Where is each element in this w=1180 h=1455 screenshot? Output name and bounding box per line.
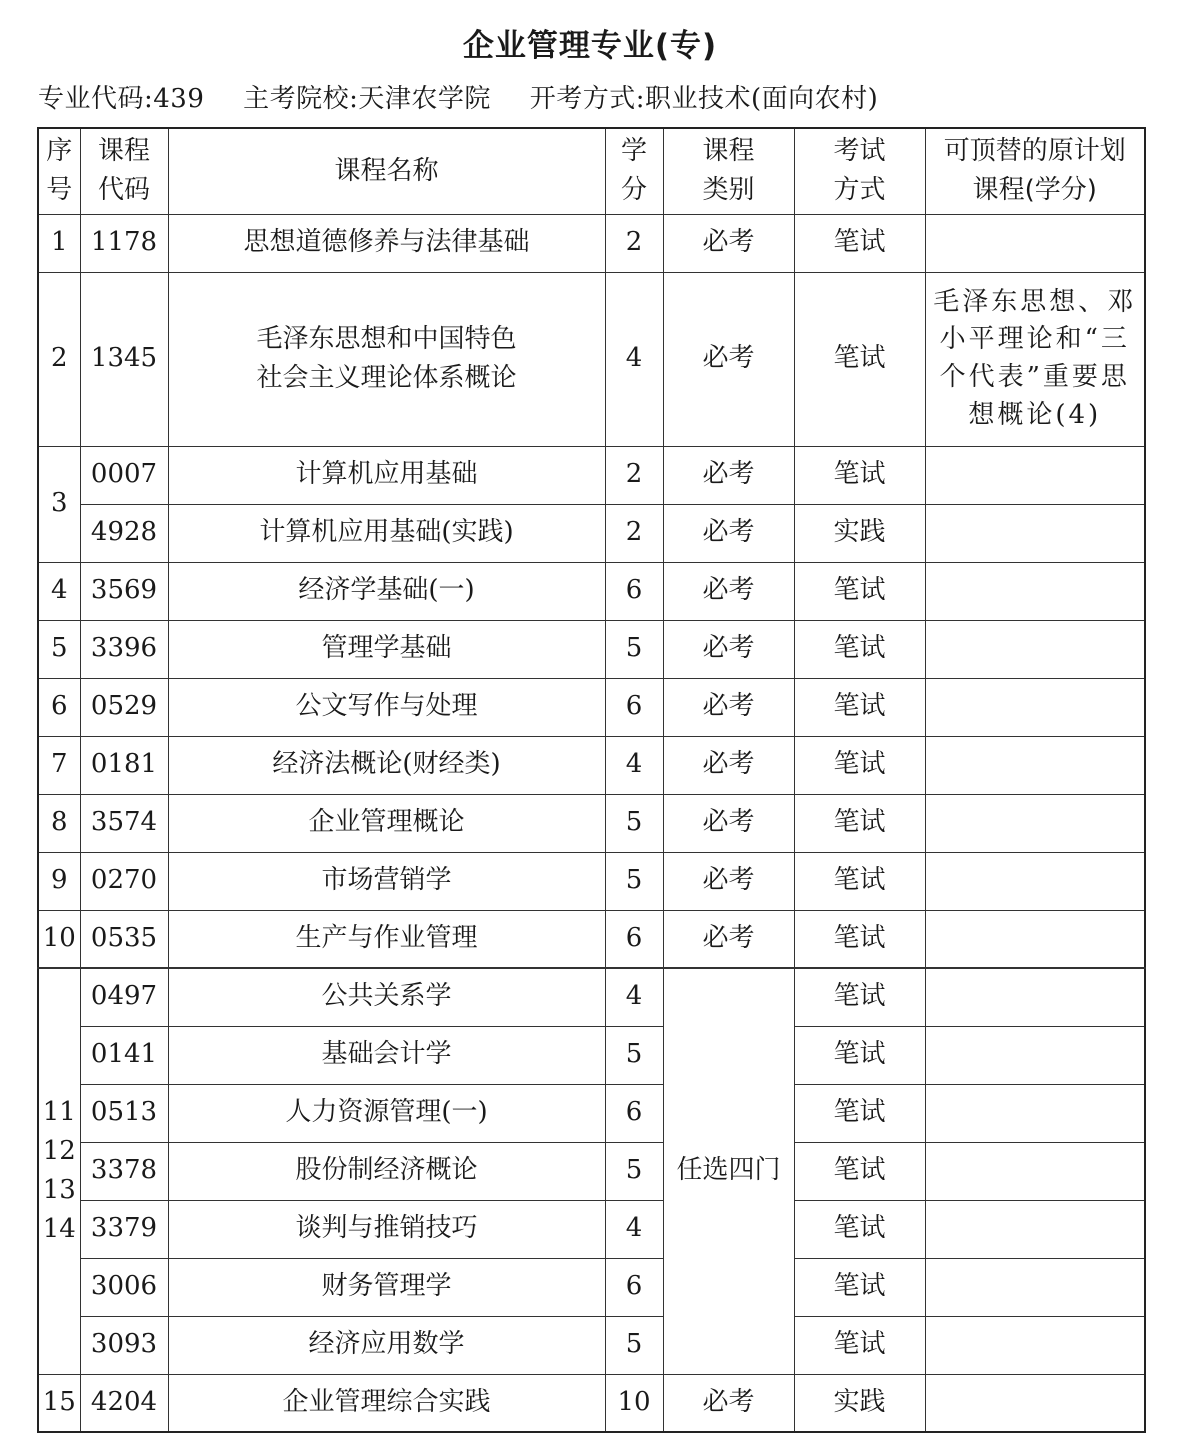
table-row: 1 1178 思想道德修养与法律基础 2 必考 笔试	[38, 214, 1145, 272]
major-code: 专业代码:439	[38, 84, 205, 114]
elective-seq-group: 11 12 13 14	[38, 968, 80, 1374]
table-row: 0141 基础会计学 5 笔试	[38, 1026, 1145, 1084]
exam-mode: 开考方式:职业技术(面向农村)	[529, 84, 879, 114]
table-row: 3379 谈判与推销技巧 4 笔试	[38, 1200, 1145, 1258]
table-row: 11 12 13 14 0497 公共关系学 4 任选四门 笔试	[38, 968, 1145, 1026]
table-row: 6 0529 公文写作与处理 6 必考 笔试	[38, 678, 1145, 736]
table-header-row	[38, 128, 1145, 214]
header-name: 课程名称	[168, 128, 605, 214]
host-school: 主考院校:天津农学院	[243, 84, 491, 114]
major-meta	[38, 78, 908, 115]
header-code: 课程 代码	[80, 128, 168, 214]
table-row: 7 0181 经济法概论(财经类) 4 必考 笔试	[38, 736, 1145, 794]
table-row: 0513 人力资源管理(一) 6 笔试	[38, 1084, 1145, 1142]
page-title: 企业管理专业(专)	[462, 28, 718, 64]
elective-type-label: 任选四门	[663, 968, 794, 1374]
table-row: 3378 股份制经济概论 5 笔试	[38, 1142, 1145, 1200]
table-row: 9 0270 市场营销学 5 必考 笔试	[38, 852, 1145, 910]
header-method: 考试 方式	[794, 128, 925, 214]
table-row: 15 4204 企业管理综合实践 10 必考 实践	[38, 1374, 1145, 1432]
table-row: 5 3396 管理学基础 5 必考 笔试	[38, 620, 1145, 678]
course-name-multiline: 毛泽东思想和中国特色 社会主义理论体系概论	[168, 272, 605, 446]
replacement-course: 毛泽东思想、邓小平理论和“三个代表”重要思想概论(4)	[925, 272, 1145, 446]
table-row: 3006 财务管理学 6 笔试	[38, 1258, 1145, 1316]
header-seq: 序 号	[38, 128, 80, 214]
table-row: 4 3569 经济学基础(一) 6 必考 笔试	[38, 562, 1145, 620]
table-row: 8 3574 企业管理概论 5 必考 笔试	[38, 794, 1145, 852]
header-replace: 可顶替的原计划 课程(学分)	[925, 128, 1145, 214]
header-credit: 学 分	[605, 128, 663, 214]
course-plan-table	[37, 127, 1146, 1433]
header-type: 课程 类别	[663, 128, 794, 214]
table-row: 4928 计算机应用基础(实践) 2 必考 实践	[38, 504, 1145, 562]
table-row: 3 0007 计算机应用基础 2 必考 笔试	[38, 446, 1145, 504]
table-row: 3093 经济应用数学 5 笔试	[38, 1316, 1145, 1374]
table-row: 2 1345 毛泽东思想和中国特色 社会主义理论体系概论 4 必考 笔试 毛泽东思想、邓小平理论和“三个代表”重要思想概论(4)	[38, 272, 1145, 446]
table-row: 10 0535 生产与作业管理 6 必考 笔试	[38, 910, 1145, 968]
